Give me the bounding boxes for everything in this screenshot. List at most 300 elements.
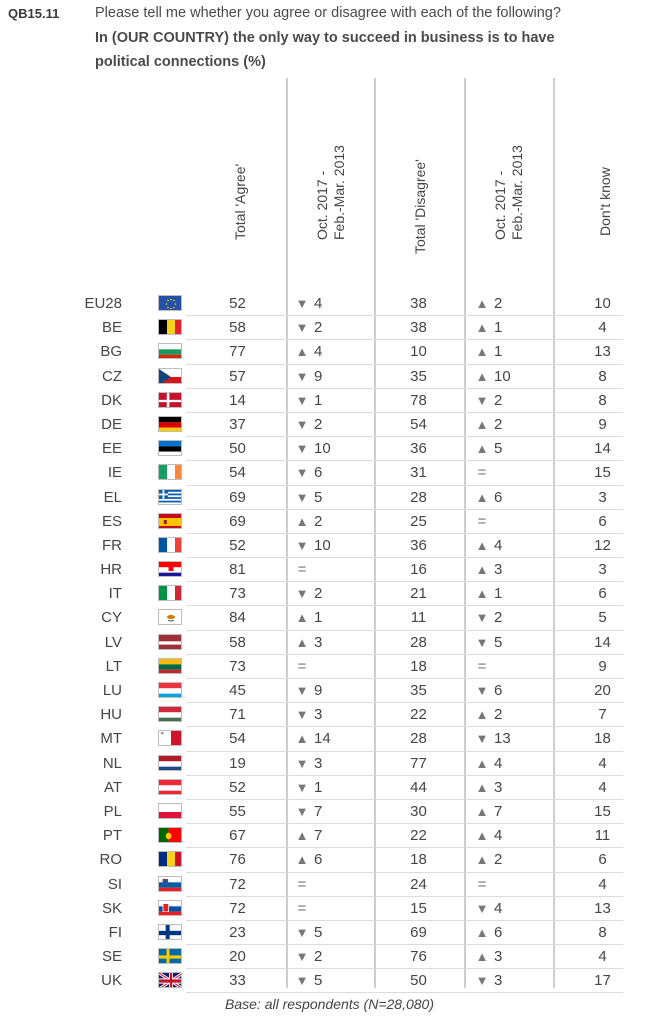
table-row: [0, 800, 649, 824]
total-agree-value: 14: [229, 391, 246, 409]
change-disagree-value: 13: [494, 730, 511, 748]
dont-know-value: 8: [598, 391, 607, 409]
total-disagree-value: 76: [410, 948, 427, 966]
table-row: [0, 582, 649, 606]
austria-flag-icon: [158, 779, 182, 795]
triangle-up-icon: ▲: [295, 828, 309, 844]
total-disagree-value: 18: [410, 851, 427, 869]
poland-flag-icon: [158, 803, 182, 819]
total-agree-value: 81: [229, 561, 246, 579]
triangle-up-icon: ▲: [475, 779, 489, 795]
dont-know-value: 17: [594, 972, 611, 990]
change-agree: [295, 972, 355, 989]
change-disagree: [475, 803, 535, 820]
triangle-down-icon: ▼: [295, 586, 309, 602]
change-disagree: [475, 609, 535, 626]
table-row: [0, 558, 649, 582]
country-code: AT: [103, 778, 122, 796]
question-statement: In (OUR COUNTRY) the only way to succeed in business is to have: [95, 30, 555, 46]
country-code: CY: [101, 609, 122, 627]
change-agree-value: 5: [314, 488, 323, 506]
total-disagree-value: 44: [410, 778, 427, 796]
total-disagree-value: 25: [410, 512, 427, 530]
total-disagree-value: 54: [410, 415, 427, 433]
table-row: [0, 534, 649, 558]
change-disagree-value: 10: [494, 367, 511, 385]
table-row: [0, 727, 649, 751]
triangle-up-icon: ▲: [475, 828, 489, 844]
total-disagree-value: 21: [410, 585, 427, 603]
change-disagree: [475, 948, 535, 965]
table-row: [0, 365, 649, 389]
estonia-flag-icon: [158, 440, 182, 456]
total-disagree-value: 11: [410, 609, 427, 627]
change-agree: [295, 368, 355, 385]
dont-know-value: 11: [594, 827, 611, 845]
change-agree-value: 10: [314, 536, 331, 554]
triangle-down-icon: ▼: [295, 489, 309, 505]
dont-know-value: 4: [598, 754, 607, 772]
change-agree: [295, 948, 355, 965]
header-change-1: [314, 145, 348, 240]
triangle-down-icon: ▼: [475, 900, 489, 916]
triangle-up-icon: ▲: [475, 562, 489, 578]
dont-know-value: 4: [598, 319, 607, 337]
change-agree-value: 7: [314, 802, 323, 820]
table-row: [0, 776, 649, 800]
total-disagree-value: 50: [410, 972, 427, 990]
triangle-down-icon: ▼: [295, 320, 309, 336]
table-row: [0, 969, 649, 993]
country-code: BG: [100, 343, 122, 361]
change-disagree-value: 1: [494, 585, 503, 603]
change-disagree: [475, 900, 535, 917]
header-change-2: [492, 145, 526, 240]
table-row: [0, 848, 649, 872]
country-code: RO: [99, 851, 122, 869]
change-disagree: [475, 440, 535, 457]
country-code: BE: [101, 319, 122, 337]
triangle-up-icon: ▲: [475, 949, 489, 965]
czech-flag-icon: [158, 368, 182, 384]
change-agree: [295, 827, 355, 844]
change-disagree-value: 4: [494, 754, 503, 772]
change-disagree: [475, 706, 535, 723]
country-code: EL: [103, 488, 122, 506]
change-agree-value: 9: [314, 682, 323, 699]
dont-know-value: 9: [598, 657, 607, 675]
triangle-up-icon: ▲: [475, 803, 489, 819]
total-disagree-value: 15: [410, 899, 427, 917]
triangle-down-icon: ▼: [295, 392, 309, 408]
country-code: LV: [104, 633, 122, 651]
change-disagree: [475, 634, 535, 651]
change-agree: [295, 561, 355, 578]
total-disagree-value: 35: [410, 682, 427, 699]
change-disagree-value: 1: [494, 319, 503, 337]
table-row: [0, 679, 649, 703]
table-row: [0, 510, 649, 534]
triangle-down-icon: ▼: [295, 924, 309, 940]
change-agree: [295, 730, 355, 747]
header-change-2-line1: Oct. 2017 -: [492, 170, 508, 240]
total-disagree-value: 77: [410, 754, 427, 772]
france-flag-icon: [158, 537, 182, 553]
change-disagree-value: 7: [494, 802, 503, 820]
change-disagree: [475, 972, 535, 989]
change-agree: [295, 876, 355, 893]
triangle-up-icon: ▲: [475, 707, 489, 723]
dont-know-value: 4: [598, 875, 607, 893]
total-disagree-value: 18: [410, 657, 427, 675]
dont-know-value: 20: [594, 682, 611, 699]
change-disagree-value: 1: [494, 343, 503, 361]
country-code: SI: [107, 875, 122, 893]
total-agree-value: 45: [229, 682, 246, 699]
change-agree-value: 2: [314, 512, 323, 530]
change-agree: [295, 392, 355, 409]
change-agree-value: 10: [314, 440, 331, 458]
table-row: [0, 655, 649, 679]
change-disagree-value: 6: [494, 488, 503, 506]
total-agree-value: 76: [229, 851, 246, 869]
equal-icon: =: [297, 657, 307, 675]
change-agree-value: 3: [314, 754, 323, 772]
total-agree-value: 37: [229, 415, 246, 433]
header-dont-know: Don't know: [597, 167, 613, 236]
total-agree-value: 54: [229, 730, 246, 748]
table-row: [0, 897, 649, 921]
denmark-flag-icon: [158, 392, 182, 408]
change-disagree: [475, 513, 535, 530]
change-agree: [295, 585, 355, 602]
sweden-flag-icon: [158, 948, 182, 964]
total-disagree-value: 28: [410, 730, 427, 748]
dont-know-value: 5: [598, 609, 607, 627]
change-agree: [295, 900, 355, 917]
netherlands-flag-icon: [158, 755, 182, 771]
total-disagree-value: 24: [410, 875, 427, 893]
italy-flag-icon: [158, 585, 182, 601]
change-disagree: [475, 730, 535, 747]
change-disagree: [475, 851, 535, 868]
change-agree-value: 2: [314, 585, 323, 603]
header-total-agree: Total 'Agree': [232, 163, 248, 240]
dont-know-value: 7: [598, 706, 607, 724]
country-code: SE: [101, 948, 122, 966]
dont-know-value: 15: [594, 464, 611, 482]
country-code: IE: [107, 464, 122, 482]
equal-icon: =: [297, 561, 307, 579]
change-disagree-value: 5: [494, 440, 503, 458]
total-disagree-value: 28: [410, 488, 427, 506]
triangle-up-icon: ▲: [295, 852, 309, 868]
total-agree-value: 58: [229, 319, 246, 337]
triangle-up-icon: ▲: [475, 537, 489, 553]
triangle-up-icon: ▲: [295, 610, 309, 626]
total-agree-value: 52: [229, 536, 246, 554]
change-disagree: [475, 416, 535, 433]
change-disagree-value: 2: [494, 415, 503, 433]
change-disagree-value: 2: [494, 391, 503, 409]
change-disagree-value: 3: [494, 972, 503, 990]
romania-flag-icon: [158, 851, 182, 867]
country-code: PT: [102, 827, 122, 845]
change-disagree-value: 3: [494, 948, 503, 966]
country-code: EU28: [84, 295, 122, 312]
header-change-2-line2: Feb.-Mar. 2013: [509, 145, 525, 240]
dont-know-value: 9: [598, 415, 607, 433]
triangle-up-icon: ▲: [295, 513, 309, 529]
triangle-down-icon: ▼: [475, 392, 489, 408]
change-disagree-value: 3: [494, 561, 503, 579]
total-agree-value: 54: [229, 464, 246, 482]
dont-know-value: 10: [594, 295, 611, 312]
change-disagree: [475, 827, 535, 844]
triangle-down-icon: ▼: [295, 296, 309, 311]
equal-icon: =: [477, 512, 487, 530]
change-agree-value: 3: [314, 633, 323, 651]
change-disagree: [475, 876, 535, 893]
change-agree: [295, 343, 355, 360]
change-agree: [295, 489, 355, 506]
dont-know-value: 3: [598, 488, 607, 506]
triangle-down-icon: ▼: [295, 537, 309, 553]
total-agree-value: 52: [229, 295, 246, 312]
change-agree-value: 1: [314, 391, 323, 409]
dont-know-value: 14: [594, 633, 611, 651]
country-code: NL: [102, 754, 122, 772]
total-agree-value: 67: [229, 827, 246, 845]
country-code: DE: [101, 415, 122, 433]
change-agree: [295, 658, 355, 675]
change-disagree-value: 2: [494, 295, 503, 312]
change-disagree: [475, 368, 535, 385]
country-code: IT: [108, 585, 122, 603]
equal-icon: =: [477, 875, 487, 893]
change-disagree: [475, 755, 535, 772]
equal-icon: =: [297, 875, 307, 893]
triangle-down-icon: ▼: [295, 779, 309, 795]
total-disagree-value: 36: [410, 536, 427, 554]
triangle-up-icon: ▲: [475, 924, 489, 940]
table-row: [0, 316, 649, 340]
data-table: [0, 292, 649, 993]
change-agree-value: 6: [314, 851, 323, 869]
change-agree: [295, 416, 355, 433]
change-agree-value: 5: [314, 923, 323, 941]
triangle-up-icon: ▲: [475, 320, 489, 336]
change-agree-value: 4: [314, 343, 323, 361]
total-disagree-value: 78: [410, 391, 427, 409]
change-disagree-value: 6: [494, 682, 503, 699]
change-agree-value: 2: [314, 415, 323, 433]
triangle-up-icon: ▲: [475, 441, 489, 457]
country-code: ES: [101, 512, 122, 530]
change-disagree-value: 3: [494, 778, 503, 796]
triangle-up-icon: ▲: [475, 368, 489, 384]
eu-flag-icon: [158, 295, 182, 311]
change-disagree-value: 2: [494, 706, 503, 724]
table-row: [0, 413, 649, 437]
total-agree-value: 58: [229, 633, 246, 651]
table-row: [0, 389, 649, 413]
country-code: MT: [100, 730, 122, 748]
country-code: CZ: [102, 367, 122, 385]
country-code: LT: [105, 657, 122, 675]
triangle-down-icon: ▼: [295, 803, 309, 819]
change-agree-value: 2: [314, 319, 323, 337]
total-agree-value: 52: [229, 778, 246, 796]
total-disagree-value: 69: [410, 923, 427, 941]
total-agree-value: 33: [229, 972, 246, 990]
question-id: QB15.11: [8, 6, 60, 21]
table-row: [0, 292, 649, 316]
change-agree-value: 14: [314, 730, 331, 748]
change-agree: [295, 295, 355, 312]
change-disagree: [475, 392, 535, 409]
change-disagree-value: 6: [494, 923, 503, 941]
table-row: [0, 752, 649, 776]
triangle-down-icon: ▼: [295, 465, 309, 481]
dont-know-value: 4: [598, 778, 607, 796]
triangle-up-icon: ▲: [295, 731, 309, 747]
lithuania-flag-icon: [158, 658, 182, 674]
change-agree: [295, 682, 355, 699]
triangle-down-icon: ▼: [295, 755, 309, 771]
germany-flag-icon: [158, 416, 182, 432]
triangle-up-icon: ▲: [475, 852, 489, 868]
finland-flag-icon: [158, 924, 182, 940]
total-agree-value: 55: [229, 802, 246, 820]
change-agree: [295, 851, 355, 868]
slovenia-flag-icon: [158, 876, 182, 892]
triangle-up-icon: ▲: [295, 344, 309, 360]
slovakia-flag-icon: [158, 900, 182, 916]
change-disagree: [475, 682, 535, 699]
change-disagree-value: 4: [494, 899, 503, 917]
triangle-down-icon: ▼: [295, 416, 309, 432]
luxembourg-flag-icon: [158, 682, 182, 698]
table-row: [0, 631, 649, 655]
dont-know-value: 15: [594, 802, 611, 820]
total-disagree-value: 30: [410, 802, 427, 820]
change-agree-value: 7: [314, 827, 323, 845]
triangle-up-icon: ▲: [475, 296, 489, 311]
footer-base-note: Base: all respondents (N=28,080): [225, 996, 434, 1012]
dont-know-value: 3: [598, 561, 607, 579]
change-disagree-value: 4: [494, 536, 503, 554]
total-disagree-value: 38: [410, 295, 427, 312]
country-code: HU: [100, 706, 122, 724]
change-agree-value: 2: [314, 948, 323, 966]
cyprus-flag-icon: [158, 609, 182, 625]
triangle-down-icon: ▼: [295, 707, 309, 723]
change-agree: [295, 319, 355, 336]
triangle-down-icon: ▼: [295, 949, 309, 965]
total-agree-value: 23: [229, 923, 246, 941]
total-disagree-value: 35: [410, 367, 427, 385]
country-code: HR: [100, 561, 122, 579]
dont-know-value: 13: [594, 343, 611, 361]
triangle-up-icon: ▲: [475, 344, 489, 360]
change-agree-value: 5: [314, 972, 323, 990]
triangle-up-icon: ▲: [475, 416, 489, 432]
change-agree-value: 1: [314, 778, 323, 796]
total-disagree-value: 31: [410, 464, 427, 482]
triangle-up-icon: ▲: [295, 634, 309, 650]
change-agree: [295, 779, 355, 796]
change-disagree-value: 4: [494, 827, 503, 845]
triangle-down-icon: ▼: [295, 973, 309, 989]
change-agree: [295, 924, 355, 941]
change-disagree: [475, 924, 535, 941]
header-change-1-line2: Feb.-Mar. 2013: [331, 145, 347, 240]
change-agree-value: 3: [314, 706, 323, 724]
dont-know-value: 12: [594, 536, 611, 554]
total-agree-value: 72: [229, 875, 246, 893]
question-statement-cont: political connections (%): [95, 54, 266, 70]
dont-know-value: 8: [598, 923, 607, 941]
change-agree-value: 1: [314, 609, 323, 627]
equal-icon: =: [477, 657, 487, 675]
croatia-flag-icon: [158, 561, 182, 577]
total-disagree-value: 16: [410, 561, 427, 579]
spain-flag-icon: [158, 513, 182, 529]
total-disagree-value: 10: [410, 343, 427, 361]
ireland-flag-icon: [158, 464, 182, 480]
total-disagree-value: 36: [410, 440, 427, 458]
total-disagree-value: 22: [410, 706, 427, 724]
row-divider: [186, 992, 623, 993]
equal-icon: =: [297, 899, 307, 917]
triangle-down-icon: ▼: [295, 683, 309, 698]
country-code: UK: [101, 972, 122, 990]
total-disagree-value: 22: [410, 827, 427, 845]
total-agree-value: 19: [229, 754, 246, 772]
table-row: [0, 486, 649, 510]
change-disagree: [475, 489, 535, 506]
total-disagree-value: 28: [410, 633, 427, 651]
table-row: [0, 873, 649, 897]
change-agree: [295, 634, 355, 651]
dont-know-value: 6: [598, 851, 607, 869]
triangle-down-icon: ▼: [475, 610, 489, 626]
triangle-up-icon: ▲: [475, 586, 489, 602]
change-disagree: [475, 779, 535, 796]
triangle-down-icon: ▼: [475, 731, 489, 747]
change-disagree: [475, 319, 535, 336]
change-agree: [295, 803, 355, 820]
total-agree-value: 84: [229, 609, 246, 627]
change-agree: [295, 513, 355, 530]
country-code: SK: [101, 899, 122, 917]
table-row: [0, 945, 649, 969]
table-row: [0, 606, 649, 630]
total-agree-value: 57: [229, 367, 246, 385]
header-total-disagree: Total 'Disagree': [412, 159, 428, 254]
bulgaria-flag-icon: [158, 343, 182, 359]
change-disagree: [475, 464, 535, 481]
change-disagree-value: 5: [494, 633, 503, 651]
malta-flag-icon: [158, 730, 182, 746]
table-row: [0, 703, 649, 727]
hungary-flag-icon: [158, 706, 182, 722]
dont-know-value: 6: [598, 512, 607, 530]
total-agree-value: 72: [229, 899, 246, 917]
dont-know-value: 8: [598, 367, 607, 385]
total-agree-value: 71: [229, 706, 246, 724]
